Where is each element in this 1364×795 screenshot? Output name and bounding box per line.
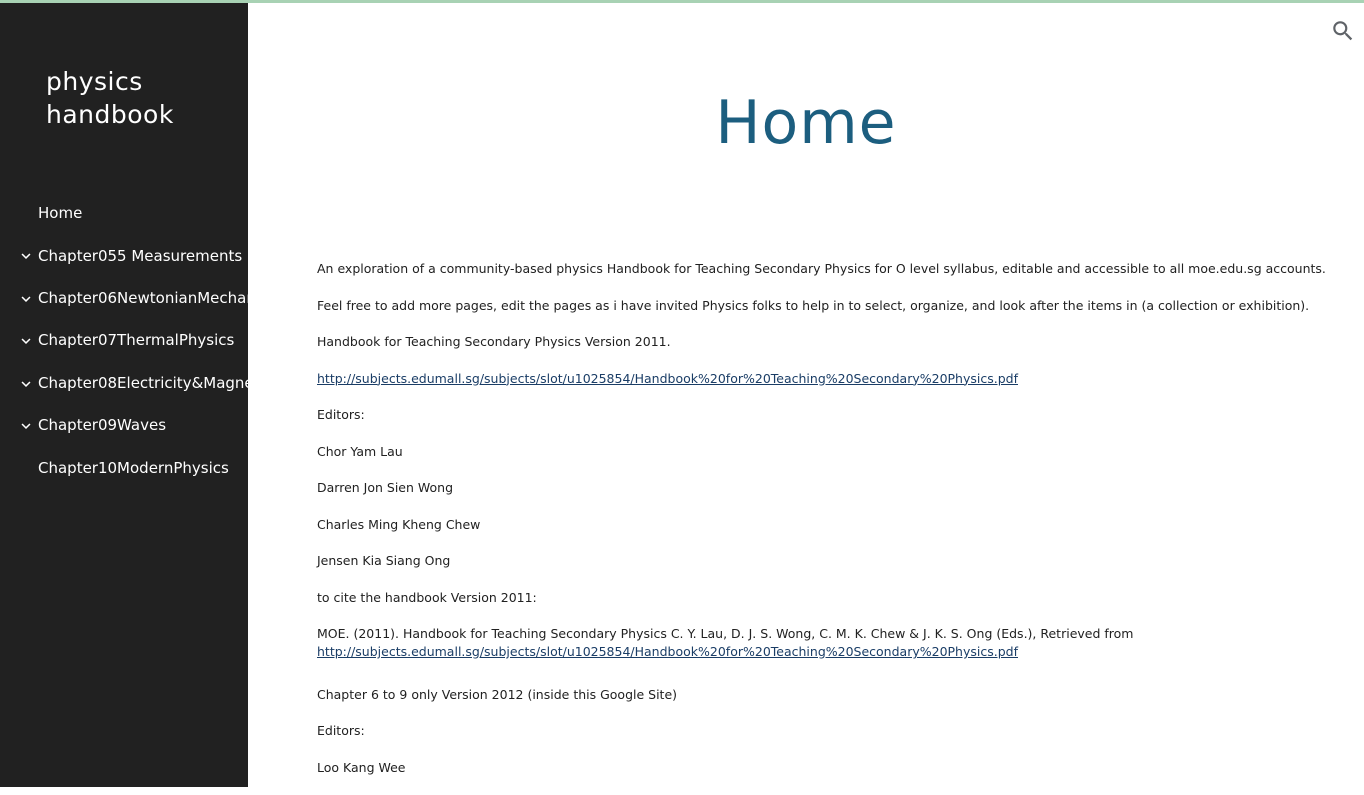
editor-name: Charles Ming Kheng Chew — [317, 516, 1317, 553]
sidebar-item-label[interactable]: Home — [38, 204, 236, 222]
page-title: Home — [248, 88, 1364, 158]
handbook-pdf-link[interactable]: http://subjects.edumall.sg/subjects/slot/u1025854/Handbook%20for%20Teaching%20Secondary%20Physics.pdf — [317, 371, 1018, 386]
sidebar-item-label[interactable]: Chapter08Electricity&Magnetism — [38, 374, 236, 392]
citation-paragraph — [317, 625, 1317, 686]
chevron-down-icon[interactable] — [17, 417, 35, 435]
intro-paragraph: An exploration of a community-based physics Handbook for Teaching Secondary Physics for O level syllabus, editable and accessible to all moe.edu.sg accounts. — [317, 260, 1317, 297]
editor-name: Darren Jon Sien Wong — [317, 479, 1317, 516]
sidebar-item-home[interactable] — [0, 192, 248, 234]
editor-name: Loo Kang Wee — [317, 759, 1317, 795]
chevron-down-icon[interactable] — [17, 332, 35, 350]
invite-paragraph: Feel free to add more pages, edit the pages as i have invited Physics folks to help in to select, organize, and look after the items in (a collection or exhibition). — [317, 297, 1317, 334]
sidebar-item-chapter08-electricity-magnetism[interactable] — [0, 362, 248, 404]
sidebar-nav — [0, 192, 248, 489]
sidebar-item-label[interactable]: Chapter06NewtonianMechanics — [38, 289, 236, 307]
sidebar-item-label[interactable]: Chapter09Waves — [38, 416, 236, 434]
site-title[interactable]: physics handbook — [46, 65, 236, 131]
version-2012-heading: Chapter 6 to 9 only Version 2012 (inside this Google Site) — [317, 686, 1317, 723]
chevron-down-icon[interactable] — [17, 290, 35, 308]
citation-pdf-link[interactable]: http://subjects.edumall.sg/subjects/slot/u1025854/Handbook%20for%20Teaching%20Secondary%20Physics.pdf — [317, 644, 1018, 659]
page-content — [317, 260, 1317, 795]
sidebar-item-label[interactable]: Chapter10ModernPhysics — [38, 459, 236, 477]
chevron-down-icon[interactable] — [17, 247, 35, 265]
sidebar-item-chapter09-waves[interactable] — [0, 404, 248, 446]
sidebar-item-chapter05-measurements[interactable] — [0, 234, 248, 276]
version-2011-heading: Handbook for Teaching Secondary Physics Version 2011. — [317, 333, 1317, 370]
handbook-link-row — [317, 370, 1317, 407]
cite-label: to cite the handbook Version 2011: — [317, 589, 1317, 626]
editors-label-2012: Editors: — [317, 722, 1317, 759]
sidebar-item-chapter06-newtonian-mechanics[interactable] — [0, 277, 248, 319]
sidebar-item-chapter10-modern-physics[interactable] — [0, 446, 248, 488]
search-icon[interactable] — [1330, 18, 1356, 44]
sidebar-item-chapter07-thermal-physics[interactable] — [0, 319, 248, 361]
editors-label: Editors: — [317, 406, 1317, 443]
editor-name: Chor Yam Lau — [317, 443, 1317, 480]
search-button[interactable] — [1330, 18, 1356, 44]
sidebar — [0, 3, 248, 787]
citation-text: MOE. (2011). Handbook for Teaching Secondary Physics C. Y. Lau, D. J. S. Wong, C. M. K. Chew & J. K. S. Ong (Eds.), Retrieved from — [317, 626, 1133, 641]
top-accent-strip — [0, 0, 1364, 3]
chevron-down-icon[interactable] — [17, 375, 35, 393]
sidebar-item-label[interactable]: Chapter055 Measurements — [38, 247, 236, 265]
editor-name: Jensen Kia Siang Ong — [317, 552, 1317, 589]
sidebar-item-label[interactable]: Chapter07ThermalPhysics — [38, 331, 236, 349]
